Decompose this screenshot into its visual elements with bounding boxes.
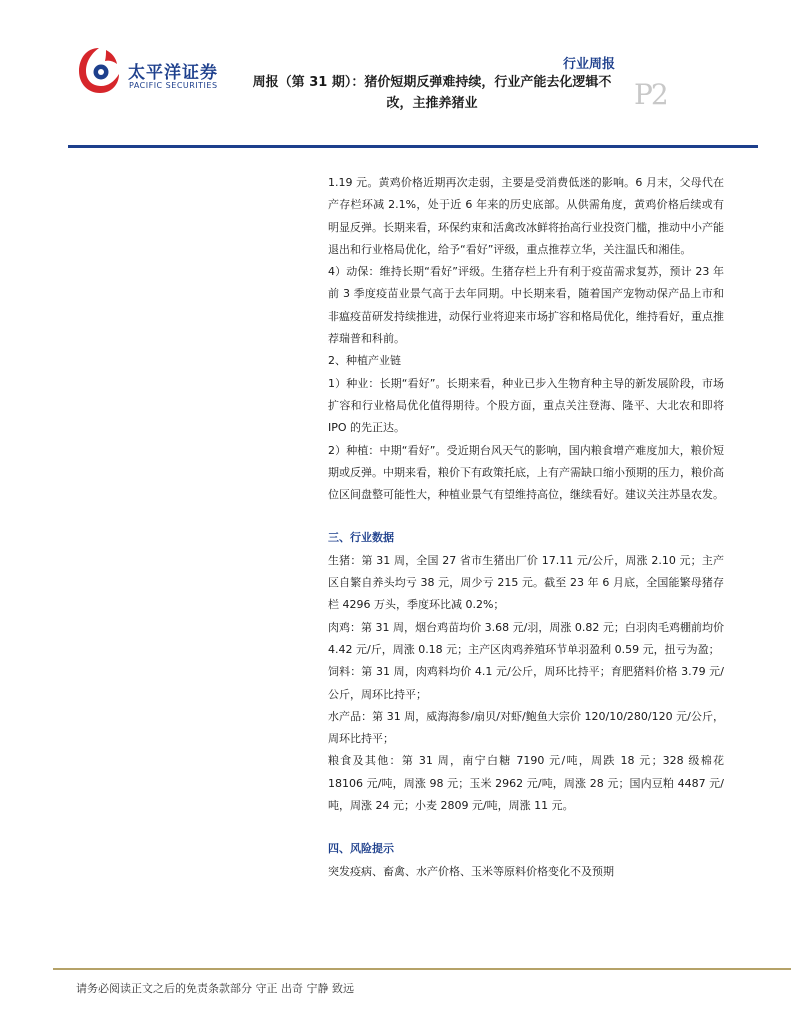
logo-emblem-icon bbox=[76, 44, 122, 96]
data-item-aquatic: 水产品：第 31 周，威海海参/扇贝/对虾/鲍鱼大宗价 120/10/280/120 元/公斤，周环比持平； bbox=[328, 709, 724, 746]
footer-divider bbox=[53, 968, 791, 970]
section-heading-risk: 四、风险提示 bbox=[328, 842, 394, 856]
body-paragraph: 1.19 元。黄鸡价格近期再次走弱，主要是受消费低迷的影响。6 月末，父母代在产存栏环减 2.1%，处于近 6 年来的历史底部。从供需角度，黄鸡价格后续或有明显反弹。长期来看，环保约束和活禽改冰鲜将抬高行业投资门槛，推动中小产能退出和行业格局优化，给予“看好”评级，重点推荐立华，关注温氏和湘佳。 bbox=[328, 176, 724, 256]
data-item-hog: 生猪：第 31 周，全国 27 省市生猪出厂价 17.11 元/公斤，周涨 2.10 元；主产区自繁自养头均亏 38 元，周少亏 215 元。截至 23 年 6 月底，全国能繁母猪存栏 4296 万头，季度环比减 0.2%； bbox=[328, 553, 724, 612]
company-name-en: PACIFIC SECURITIES bbox=[129, 81, 218, 90]
body-subheading: 2、种植产业链 bbox=[328, 354, 401, 368]
footer-disclaimer: 请务必阅读正文之后的免责条款部分 守正 出奇 宁静 致远 bbox=[76, 982, 354, 995]
section-heading-industry-data: 三、行业数据 bbox=[328, 531, 394, 545]
page-number: P2 bbox=[634, 78, 667, 111]
header-divider bbox=[68, 145, 758, 148]
report-body bbox=[328, 172, 724, 883]
report-title: 周报（第 31 期）：猪价短期反弹难持续，行业产能去化逻辑不改，主推养猪业 bbox=[252, 75, 612, 111]
data-item-broiler: 肉鸡：第 31 周，烟台鸡苗均价 3.68 元/羽，周涨 0.82 元；白羽肉毛鸡棚前均价 4.42 元/斤，周涨 0.18 元；主产区肉鸡养殖环节单羽盈利 0.59 元，扭亏为盈； bbox=[328, 620, 724, 656]
risk-text: 突发疫病、畜禽、水产价格、玉米等原料价格变化不及预期 bbox=[328, 864, 614, 878]
body-paragraph: 4）动保：维持长期“看好”评级。生猪存栏上升有利于疫苗需求复苏，预计 23 年前 3 季度疫苗业景气高于去年同期。中长期来看，随着国产宠物动保产品上市和非瘟疫苗研发持续推进，动保行业将迎来市场扩容和格局优化，维持看好，重点推荐瑞普和科前。 bbox=[328, 265, 724, 346]
data-item-grain: 粮食及其他：第 31 周，南宁白糖 7190 元/吨，周跌 18 元；328 级棉花 18106 元/吨，周涨 98 元；玉米 2962 元/吨，周涨 28 元；国内豆粕 4487 元/吨，周涨 24 元；小麦 2809 元/吨，周涨 11 元。 bbox=[328, 754, 724, 813]
data-item-feed: 饲料：第 31 周，肉鸡料均价 4.1 元/公斤，周环比持平；育肥猪料价格 3.79 元/公斤，周环比持平； bbox=[328, 665, 724, 701]
company-name-cn: 太平洋证券 bbox=[128, 63, 218, 83]
report-category: 行业周报 bbox=[562, 57, 615, 72]
body-paragraph: 1）种业：长期“看好”。长期来看，种业已步入生物育种主导的新发展阶段，市场扩容和行业格局优化值得期待。个股方面，重点关注登海、隆平、大北农和即将 IPO 的先正达。 bbox=[328, 376, 724, 435]
body-paragraph: 2）种植：中期“看好”。受近期台风天气的影响，国内粮食增产难度加大，粮价短期或反弹。中期来看，粮价下有政策托底，上有产需缺口缩小预期的压力，粮价高位区间盘整可能性大，种植业景气有望维持高位，继续看好。建议关注苏垦农发。 bbox=[328, 443, 724, 502]
